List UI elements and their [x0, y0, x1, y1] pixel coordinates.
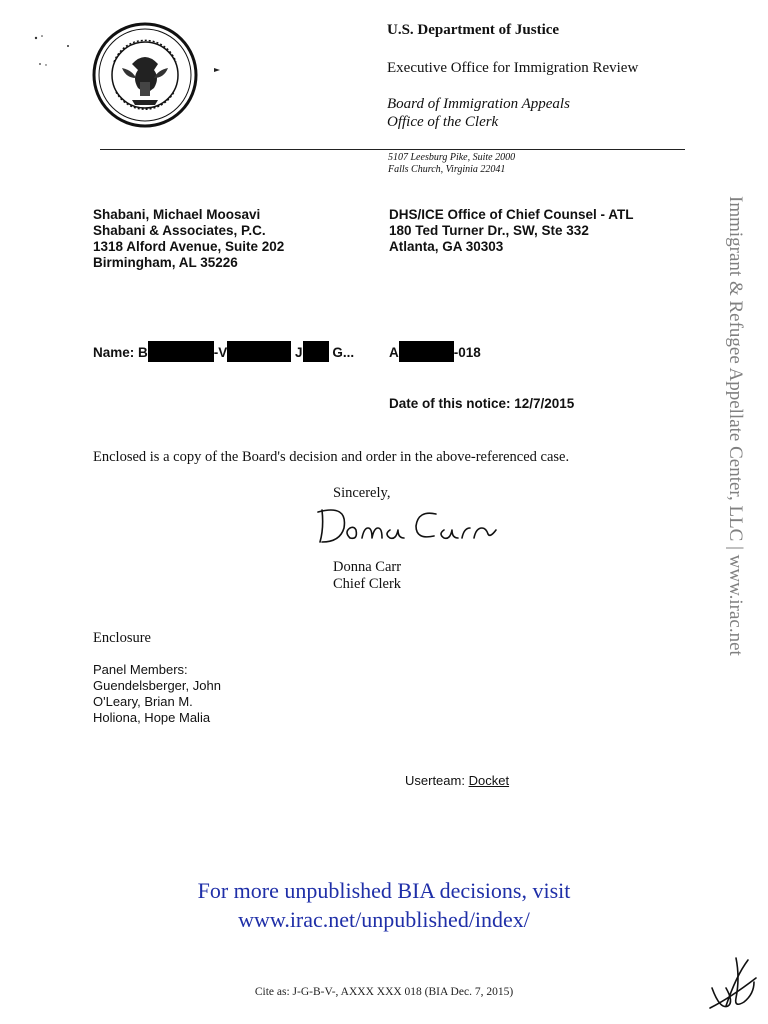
doj-seal-logo [92, 22, 198, 128]
promo-link[interactable]: www.irac.net/unpublished/index/ [238, 907, 530, 932]
panel-member: O'Leary, Brian M. [93, 694, 193, 709]
a-number-prefix: A [389, 345, 399, 360]
name-part-3: J [295, 345, 303, 360]
signer-name: Donna Carr [333, 559, 402, 575]
recipient-left-line-3: 1318 Alford Avenue, Suite 202 [93, 239, 285, 254]
signer-title: Chief Clerk [333, 576, 402, 592]
initials-stamp [706, 948, 760, 1016]
recipient-address-left [93, 207, 284, 271]
recipient-left-line-2: Shabani & Associates, P.C. [93, 223, 266, 238]
closing: Sincerely, [333, 485, 391, 501]
office-address-line-2: Falls Church, Virginia 22041 [388, 164, 506, 175]
signer-block [333, 559, 401, 593]
board-line-1: Board of Immigration Appeals [387, 96, 570, 112]
board-name [387, 95, 570, 131]
enclosure-label: Enclosure [93, 630, 151, 646]
userteam-label: Userteam: [405, 773, 465, 788]
panel-member: Guendelsberger, John [93, 678, 221, 693]
panel-heading: Panel Members: [93, 662, 188, 677]
name-part-2: -V [213, 345, 228, 360]
promo-line-1: For more unpublished BIA decisions, visit [197, 878, 571, 903]
userteam-line [405, 773, 509, 788]
office-address [388, 152, 515, 176]
recipient-right-line-3: Atlanta, GA 30303 [389, 239, 504, 254]
office-address-line-1: 5107 Leesburg Pike, Suite 2000 [388, 152, 516, 163]
notice-date: Date of this notice: 12/7/2015 [389, 396, 575, 411]
redaction-bar [227, 341, 291, 362]
userteam-value: Docket [468, 773, 510, 788]
recipient-left-line-1: Shabani, Michael Moosavi [93, 207, 261, 222]
handwritten-signature [310, 500, 510, 548]
office-name: Executive Office for Immigration Review [387, 60, 639, 76]
recipient-left-line-4: Birmingham, AL 35226 [93, 255, 238, 270]
name-part-4: G... [332, 345, 355, 360]
recipient-address-right [389, 207, 634, 255]
header-divider [100, 149, 685, 150]
department-name: U.S. Department of Justice [387, 22, 560, 38]
alien-number-line [389, 341, 481, 362]
redaction-bar [303, 341, 329, 362]
case-name-line [93, 341, 354, 362]
promo-block [0, 876, 768, 934]
recipient-right-line-2: 180 Ted Turner Dr., SW, Ste 332 [389, 223, 589, 238]
recipient-right-line-1: DHS/ICE Office of Chief Counsel - ATL [389, 207, 634, 222]
redaction-bar [148, 341, 214, 362]
panel-members [93, 662, 221, 726]
panel-member: Holiona, Hope Malia [93, 710, 211, 725]
redaction-bar [399, 341, 454, 362]
name-label: Name: B [93, 345, 148, 360]
citation-footer: Cite as: J-G-B-V-, AXXX XXX 018 (BIA Dec. 7, 2015) [254, 986, 514, 998]
board-line-2: Office of the Clerk [387, 114, 499, 130]
enclosed-statement: Enclosed is a copy of the Board's decision and order in the above-referenced case. [93, 449, 570, 465]
watermark-side-text: Immigrant & Refugee Appellate Center, LLC | www.irac.net [725, 196, 746, 656]
a-number-suffix: -018 [453, 345, 481, 360]
